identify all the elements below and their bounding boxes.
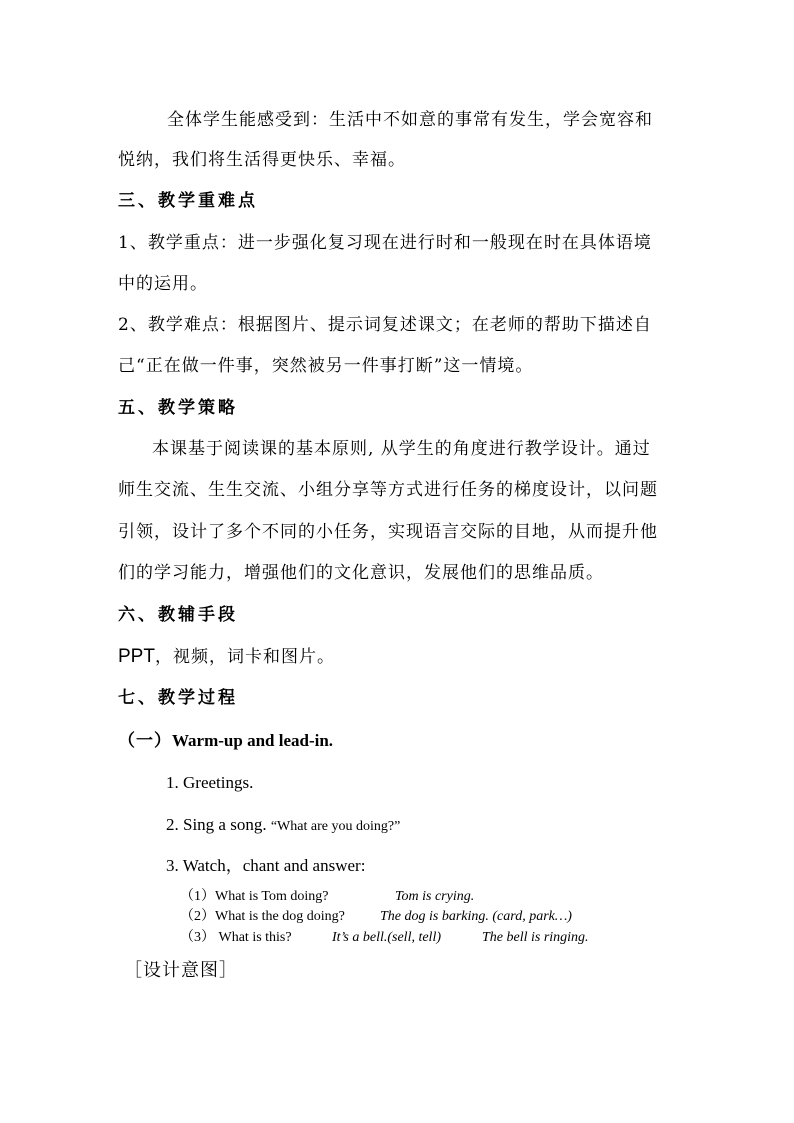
paragraph-line: 1、教学重点：进一步强化复习现在进行时和一般现在时在具体语境 bbox=[118, 233, 652, 253]
design-intent-label: ［设计意图］ bbox=[124, 960, 238, 981]
teaching-aids-rest: ，视频，词卡和图片。 bbox=[154, 647, 335, 667]
qa-answer-extra: The bell is ringing. bbox=[482, 930, 589, 945]
subsection-heading bbox=[118, 729, 333, 753]
qa-number: （3） bbox=[180, 930, 215, 945]
qa-question: What is Tom doing? bbox=[215, 889, 329, 904]
subsection-title: Warm-up and lead-in. bbox=[172, 731, 334, 750]
teaching-aids-line bbox=[118, 645, 335, 669]
qa-number: （1） bbox=[180, 889, 215, 904]
paragraph-line: 全体学生能感受到：生活中不如意的事常有发生，学会宽容和 bbox=[167, 110, 653, 130]
qa-answer: It’s a bell.(sell, tell) bbox=[332, 930, 441, 945]
qa-question: What is the dog doing? bbox=[215, 909, 345, 924]
qa-answer: The dog is barking. (card, park…) bbox=[380, 909, 572, 924]
paragraph-line: 悦纳，我们将生活得更快乐、幸福。 bbox=[118, 150, 406, 170]
qa-row bbox=[180, 907, 345, 927]
paragraph-line: 引领，设计了多个不同的小任务，实现语言交际的目地，从而提升他 bbox=[118, 522, 658, 542]
song-title: “What are you doing?” bbox=[270, 819, 401, 834]
step-item bbox=[166, 813, 400, 839]
qa-row bbox=[180, 887, 328, 907]
subsection-prefix: （一） bbox=[118, 731, 172, 751]
qa-question: What is this? bbox=[218, 930, 292, 945]
qa-row bbox=[180, 928, 292, 948]
step-item: 1. Greetings. bbox=[166, 773, 254, 792]
qa-number: （2） bbox=[180, 909, 215, 924]
paragraph-line: 己“正在做一件事，突然被另一件事打断”这一情境。 bbox=[118, 356, 534, 376]
paragraph-line: 们的学习能力，增强他们的文化意识，发展他们的思维品质。 bbox=[118, 563, 604, 583]
paragraph-line: 师生交流、生生交流、小组分享等方式进行任务的梯度设计，以问题 bbox=[118, 480, 658, 500]
paragraph-line: 中的运用。 bbox=[118, 274, 208, 294]
step-item: 3. Watch，chant and answer: bbox=[166, 856, 366, 875]
ppt-label: PPT bbox=[118, 646, 155, 667]
qa-answer: Tom is crying. bbox=[395, 889, 475, 904]
step-label: 2. Sing a song. bbox=[166, 815, 267, 834]
section-heading: 五、教学策略 bbox=[118, 398, 238, 418]
section-heading: 七、教学过程 bbox=[118, 688, 238, 708]
section-heading: 三、教学重难点 bbox=[118, 191, 258, 211]
paragraph-line: 2、教学难点：根据图片、提示词复述课文；在老师的帮助下描述自 bbox=[118, 315, 652, 335]
paragraph-line: 本课基于阅读课的基本原则, 从学生的角度进行教学设计。通过 bbox=[152, 439, 651, 459]
section-heading: 六、教辅手段 bbox=[118, 605, 238, 625]
